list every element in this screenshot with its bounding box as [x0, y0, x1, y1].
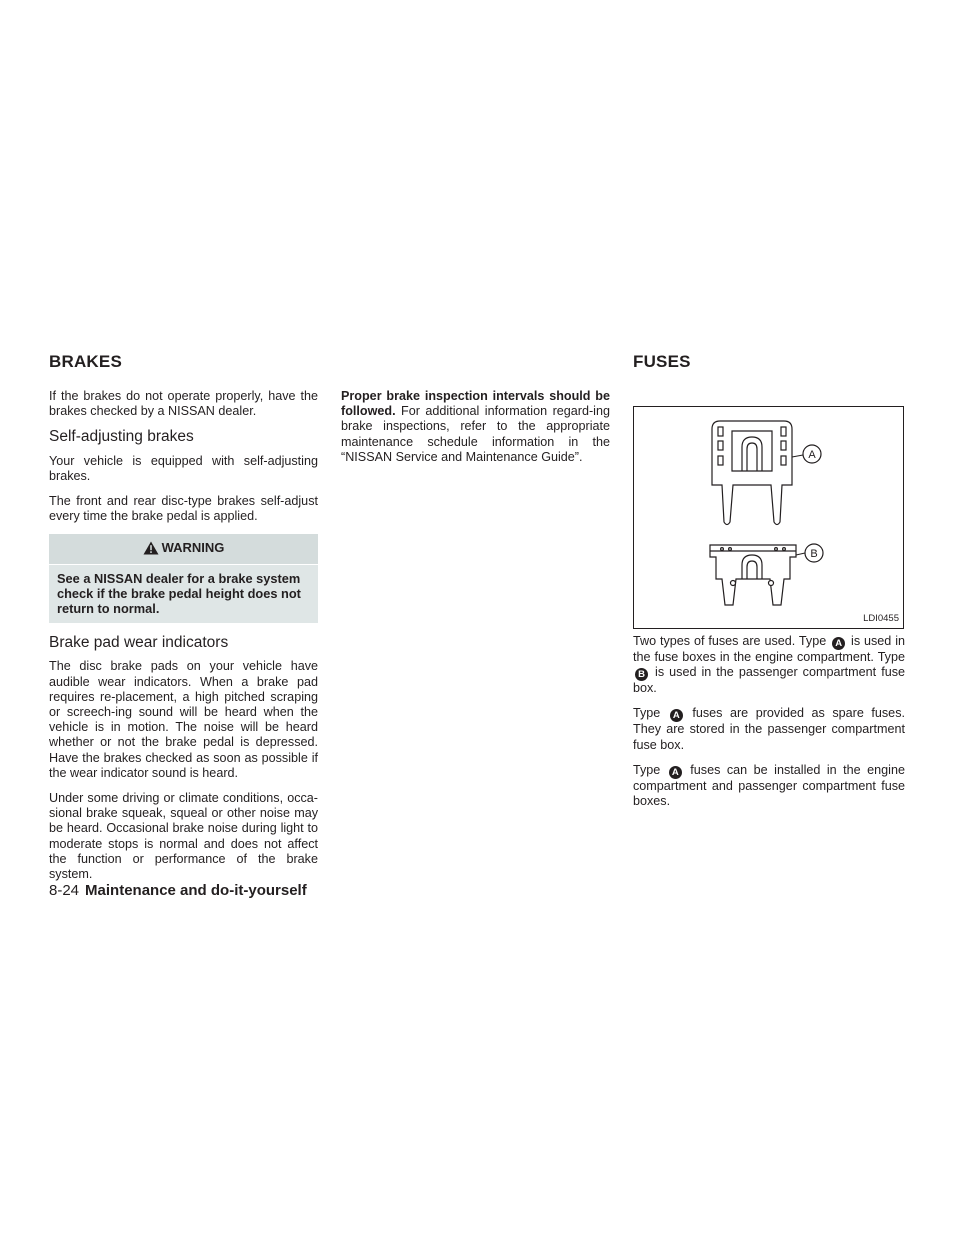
inspection-text: For additional information regard-ing brake inspections, refer to the appropriate maintenance schedule information in the “NISSAN Service and Maintenance Guide”. [341, 404, 610, 464]
self-adjusting-text-2: The front and rear disc-type brakes self-adjust every time the brake pedal is applied. [49, 494, 318, 524]
type-a-marker: A [832, 637, 845, 650]
fuse-types-paragraph [633, 634, 905, 696]
fuse-a-label: A [808, 449, 816, 461]
spare-fuses-paragraph [633, 706, 905, 752]
brakes-column-1 [49, 389, 318, 892]
fuse-illustration [633, 406, 904, 629]
fuse-text: Two types of fuses are used. Type [633, 634, 831, 648]
install-fuses-paragraph [633, 763, 905, 809]
warning-text: See a NISSAN dealer for a brake system check if the brake pedal height does not return to normal. [49, 564, 318, 624]
fuse-text: Type [633, 706, 668, 721]
brake-pad-heading: Brake pad wear indicators [49, 634, 229, 652]
brakes-intro: If the brakes do not operate properly, have the brakes checked by a NISSAN dealer. [49, 389, 318, 419]
fuses-column [633, 406, 905, 819]
brakes-heading: BRAKES [49, 352, 122, 371]
type-b-marker: B [635, 668, 648, 681]
brakes-column-2 [341, 389, 610, 475]
brake-pad-text-2: Under some driving or climate conditions, occa-sional brake squeak, squeal or other noise may be heard. Occasional brake noise during light to moderate stops is normal and does not affect the function or performance of the brake system. [49, 791, 318, 882]
brake-pad-text-1: The disc brake pads on your vehicle have audible wear indicators. When a brake pad requires re-placement, a high pitched scraping or screech-ing sound will be heard when the vehicle is in motion. The noise will be heard whether or not the brake pedal is depressed. Have the brakes checked as soon as possible if the wear indicator sound is heard. [49, 659, 318, 780]
fuses-heading: FUSES [633, 352, 691, 371]
warning-triangle-icon [143, 541, 159, 558]
inspection-bold-text: Proper brake inspection intervals should be followed. [341, 389, 610, 419]
fuse-b-shape [710, 545, 796, 605]
self-adjusting-heading: Self-adjusting brakes [49, 428, 194, 446]
figure-code: LDI0455 [863, 612, 899, 624]
fuse-text: fuses can be installed in the engine compartment and passenger compartment fuse boxes. [633, 762, 905, 809]
fuse-text: fuses are provided as spare fuses. They are stored in the passenger compartment fuse box. [633, 706, 905, 752]
type-a-marker: A [669, 766, 682, 779]
warning-header [49, 534, 318, 563]
fuse-b-label: B [810, 548, 818, 560]
inspection-paragraph [341, 389, 610, 465]
fuse-text: is used in the passenger compartment fuse box. [633, 665, 905, 696]
warning-label: WARNING [161, 540, 225, 556]
fuse-text: Type [633, 762, 667, 777]
self-adjusting-text-1: Your vehicle is equipped with self-adjusting brakes. [49, 453, 318, 483]
fuse-text: is used in the fuse boxes in the engine compartment. Type [633, 634, 905, 664]
footer-section-title: Maintenance and do-it-yourself [85, 882, 307, 899]
type-a-marker: A [670, 709, 683, 722]
fuse-diagram [634, 407, 905, 630]
page-number: 8-24 [49, 882, 80, 899]
fuse-a-shape [712, 421, 792, 525]
warning-box [49, 534, 318, 623]
page-footer [49, 882, 307, 899]
